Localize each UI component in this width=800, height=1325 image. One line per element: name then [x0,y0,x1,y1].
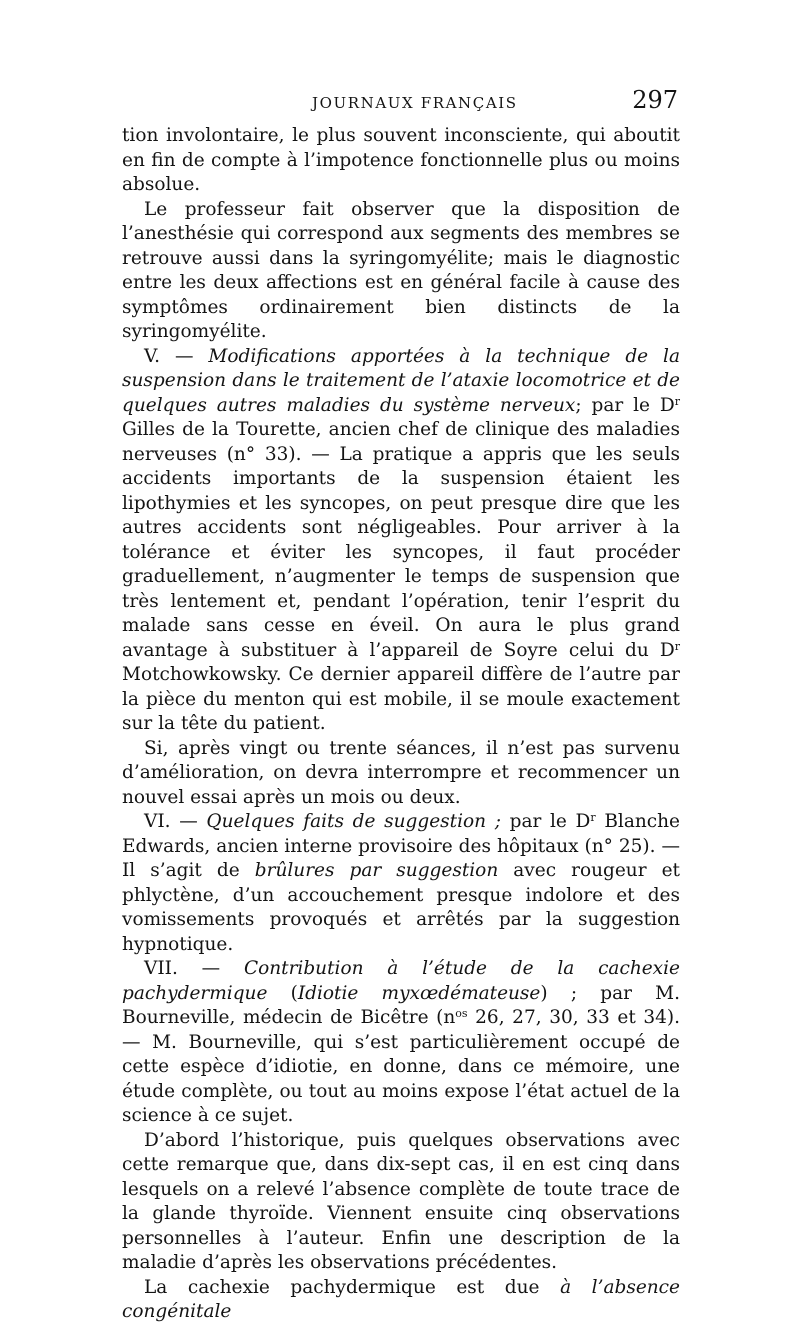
section-number: V. — [144,345,194,367]
superscript: r [590,811,596,824]
paragraph-text: Si, après vingt ou trente séances, il n’est pas survenu d’amélioration, on devra interrompre et recommencer un nouvel essai après un mois ou deux. [122,737,680,808]
text-run: ) ; par M. Bourneville, médecin de Bicêtre (n [122,982,680,1028]
superscript: r [674,394,680,408]
section-number: VI. — [144,811,198,832]
text-run: ; par le D [575,394,675,416]
emphasis: à l’absence congénitale [122,1276,680,1322]
section-number: VII. — [144,958,221,979]
paragraph-text: D’abord l’historique, puis quelques observations avec cette remarque que, dans dix-sept cas, il en est cinq dans lesquels on a relevé l’absence complète de toute trace de la glande thyroïde. Viennent ensuite cinq observations personnelles à l’auteur. Enfin une description de la maladie d’après les observations précédentes. [122,1129,680,1273]
paragraph-continuation [122,124,680,198]
running-head [122,86,680,116]
superscript: r [674,639,680,653]
section-title: Quelques faits de suggestion ; [206,811,501,832]
superscript: os [455,1007,468,1020]
text-run: Motchowkowsky. Ce dernier appareil diffère de l’autre par la pièce du menton qui est mobile, il se moule exactement sur la tête du patient. [122,664,680,734]
paragraph-section-vii [122,957,680,1129]
paragraph-cachexie [122,1276,680,1325]
running-title: JOURNAUX FRANÇAIS [312,94,518,112]
section-title: Modifications apportées à la technique de la suspension dans le traitement de l’ataxie locomotrice et de quelques autres maladies du système nerveux [122,345,681,416]
paragraph-historique [122,1129,680,1276]
text-run: 26, 27, 30, 33 et 34). — M. Bourneville, qui s’est particulièrement occupé de cette espèce d’idiotie, en donne, dans ce mémoire, une étude complète, ou tout au moins expose l’état actuel de la science à ce sujet. [122,1007,681,1126]
paragraph-text: Le professeur fait observer que la disposition de l’anesthésie qui correspond aux segments des membres se retrouve aussi dans la syringomyélite; mais le diagnostic entre les deux affections est en général facile à cause des symptômes ordinairement bien distincts de la syringomyélite. [122,198,680,342]
paragraph-seances [122,737,680,811]
body-text [122,124,680,1325]
text-run: Blanche Edwards, ancien interne provisoire des hôpitaux (n° 25). — Il s’agit de [122,811,681,881]
text-run: Gilles de la Tourette, ancien chef de clinique des maladies nerveuses (n° 33). — La pratique a appris que les seuls accidents importants de la suspension étaient les lipothymies et les syncopes, on peut presque dire que les autres accidents sont négligeables. Pour arriver à la tolérance et éviter les syncopes, il faut procéder graduellement, n’augmenter le temps de suspension que très lentement et, pendant l’opération, tenir l’esprit du malade sans cesse en éveil. On aura le plus grand avantage à substituer à l’appareil de Soyre celui du D [122,419,680,661]
text-run: avec rougeur et phlyctène, d’un accouchement presque indolore et des vomissements provoqués et arrêtés par la suggestion hypnotique. [122,860,680,955]
text-run: par le D [500,811,591,832]
page-number: 297 [632,86,678,114]
text-run: La cachexie pachydermique est due [144,1276,561,1298]
paragraph-text: tion involontaire, le plus souvent inconsciente, qui aboutit en fin de compte à l’impotence fonctionnelle plus ou moins absolue. [122,125,680,195]
paragraph-anesthesia [122,198,680,345]
section-title: Contribution à l’étude de la cachexie pachydermique [122,958,680,1004]
paragraph-section-v [122,345,680,737]
text-run: ( [267,982,298,1004]
paragraph-section-vi [122,810,680,957]
emphasis: Idiotie myxœdémateuse [297,982,541,1004]
emphasis: brûlures par suggestion [254,860,499,881]
